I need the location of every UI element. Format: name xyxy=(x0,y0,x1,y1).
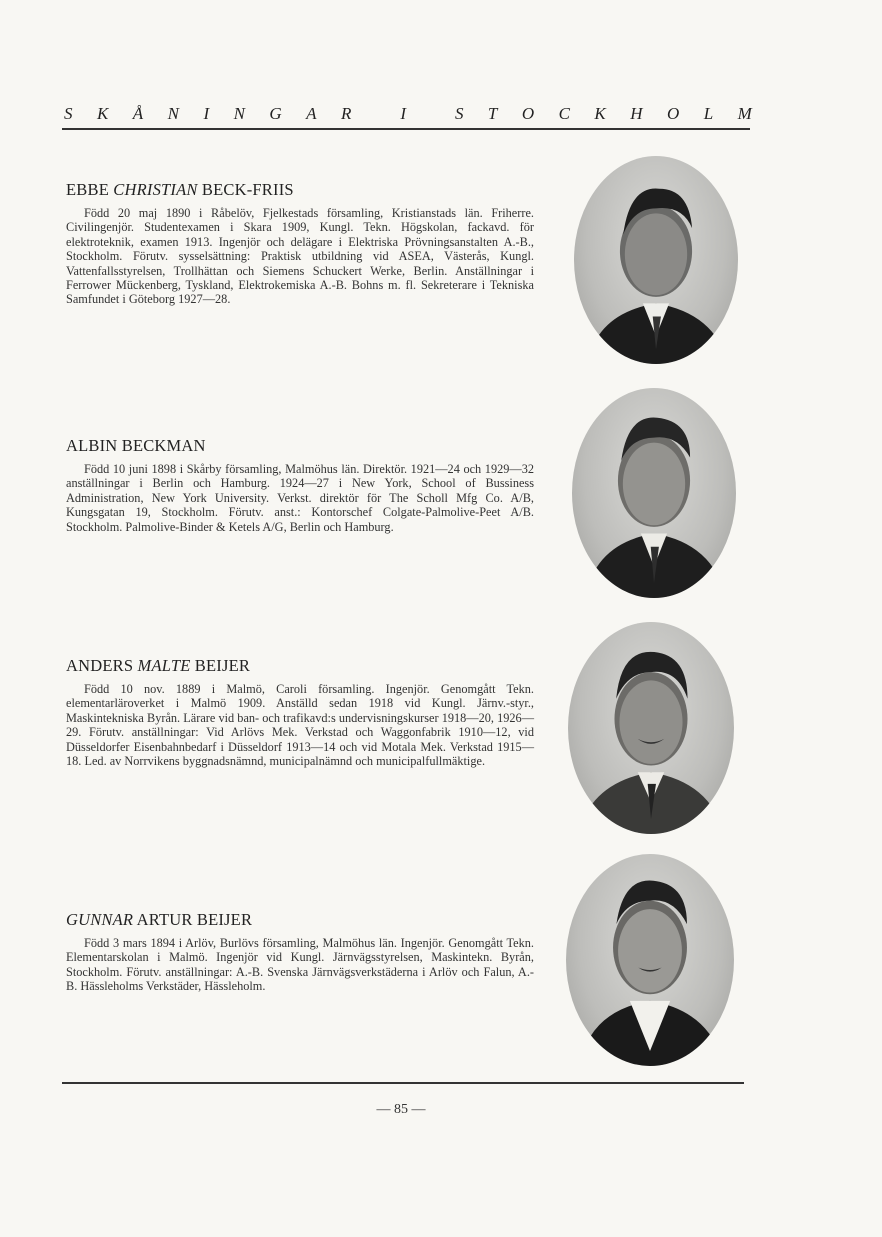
header-rule xyxy=(62,128,750,130)
running-head-letter: A xyxy=(306,104,317,123)
page-number: — 85 — xyxy=(376,1102,426,1117)
running-head-letter: M xyxy=(737,104,752,123)
name-part: BEIJER xyxy=(190,656,251,675)
running-head-letter: H xyxy=(630,104,643,123)
person-name xyxy=(66,910,534,930)
portrait-image xyxy=(572,388,736,598)
biography-entry xyxy=(66,180,534,307)
biography-text: Född 20 maj 1890 i Råbelöv, Fjelkestads församling, Kristianstads län. Friherre. Civilingenjör. Studentexamen i Skara 1909, Kungl. Tekn. Högskolan, fackavd. för elektroteknik, examen 1913. Ingenjör och delägare i Elektriska Prövningsanstalten A.-B., Stockholm. Förutv. sysselsättning: Praktisk utbildning vid ASEA, Västerås, Kungl. Vattenfallsstyrelsen, Trollhättan och Siemens Schuckert Werke, Berlin. Anställningar i Ferrower Mückenberg, Tyskland, Elektrokemiska A.-B. Bohns m. fl. Sekreterare i Tekniska Samfundet i Göteborg 1927—28. xyxy=(66,206,534,307)
portrait-image xyxy=(574,156,738,364)
person-name xyxy=(66,656,534,676)
name-part: EBBE xyxy=(66,180,114,199)
running-head-letter: O xyxy=(521,104,535,123)
name-part-italic: MALTE xyxy=(137,656,191,675)
running-head-letter: T xyxy=(487,104,498,123)
biography-entry xyxy=(66,436,534,534)
name-part-italic: CHRISTIAN xyxy=(113,180,198,199)
portrait-photo xyxy=(572,388,736,598)
running-head xyxy=(64,104,752,124)
biography-text: Född 10 nov. 1889 i Malmö, Caroli församling. Ingenjör. Genomgått Tekn. elementarläroverket i Malmö 1909. Anställd sedan 1918 vid Kungl. Järnv.-styr., Maskintekniska Byrån. Lärare vid ban- och trafikavd:s undervisningskurser 1918—20, 1926—29. Förutv. anställningar: Vid Arlövs Mek. Verkstad och Waggonfabrik 1910—12, vid Düsseldorfer Eisenbahnbedarf i Düsseldorf 1913—14 och vid Motala Mek. Verkstad 1915—18. Led. av Norrvikens byggnadsnämnd, municipalnämnd och municipalfullmäktige. xyxy=(66,682,534,769)
footer-rule xyxy=(62,1082,744,1084)
running-head-letter: N xyxy=(167,104,179,123)
name-part-italic: GUNNAR xyxy=(66,910,134,929)
running-head-letter: O xyxy=(666,104,680,123)
running-head-letter: Å xyxy=(132,104,144,123)
running-head-letter: N xyxy=(233,104,245,123)
running-head-letter: S xyxy=(64,104,73,123)
running-head-letter: K xyxy=(594,104,606,123)
name-part: BECK-FRIIS xyxy=(197,180,294,199)
running-head-letter: I xyxy=(400,104,407,123)
running-head-letter: K xyxy=(96,104,109,123)
name-part: ALBIN BECKMAN xyxy=(66,436,206,455)
running-head-letter: I xyxy=(203,104,210,123)
biography-text: Född 10 juni 1898 i Skårby församling, Malmöhus län. Direktör. 1921—24 och 1929—32 anställningar i Berlin och Hamburg. 1924—27 i New York, School of Bussiness Administration, New York University. Verkst. direktör för The Scholl Mfg Co. A/B, Kungsgatan 19, Stockholm. Förutv. anst.: Kontorschef Colgate-Palmolive-Peet A/B. Stockholm. Palmolive-Binder & Ketels A/G, Berlin och Hamburg. xyxy=(66,462,534,534)
portrait-image xyxy=(568,622,734,834)
person-name xyxy=(66,436,534,456)
portrait-image xyxy=(566,854,734,1066)
name-part: ARTUR BEIJER xyxy=(133,910,253,929)
running-head-letter: R xyxy=(341,104,352,123)
person-name xyxy=(66,180,534,200)
portrait-photo xyxy=(574,156,738,364)
running-head-letter: L xyxy=(703,104,714,123)
biography-text: Född 3 mars 1894 i Arlöv, Burlövs församling, Malmöhus län. Ingenjör. Genomgått Tekn. Elementarskolan i Malmö. Ingenjör vid Kungl. Järnvägsstyrelsen, Maskintekn. Byrån, Stockholm. Förutv. anställningar: A.-B. Svenska Järnvägsverkstäderna i Arlöv och Falun, A.-B. Hässleholms Verkstäder, Hässleholm. xyxy=(66,936,534,994)
portrait-photo xyxy=(568,622,734,834)
running-head-letter: G xyxy=(269,104,282,123)
name-part: ANDERS xyxy=(66,656,138,675)
biography-entry xyxy=(66,656,534,768)
running-head-letter: C xyxy=(558,104,570,123)
biography-entry xyxy=(66,910,534,994)
running-head-letter: S xyxy=(454,104,464,123)
portrait-photo xyxy=(566,854,734,1066)
